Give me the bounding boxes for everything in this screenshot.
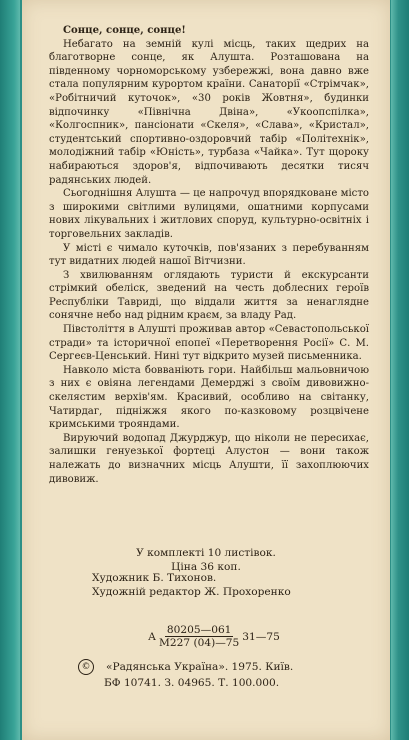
set-info — [22, 547, 390, 574]
cover-edge-left — [0, 0, 20, 740]
postcard-back — [22, 0, 390, 740]
heading: Сонце, сонце, сонце! — [63, 25, 186, 36]
description-text — [49, 24, 369, 486]
publisher-line: «Радянська Україна». 1975. Київ. — [106, 661, 294, 673]
code-denominator: М227 (04)—75 — [159, 637, 240, 649]
paragraph-places: У місті є чимало куточків, пов'язаних з перебуванням тут видатних людей нашої Вітчизни. — [49, 242, 369, 268]
paragraph-mountains: Навколо міста бовваніють гори. Найбільш мальовничою з них є овіяна легендами Демерджі з своїм дивовижно-скелястим верхів'ям. Красивий, особливо на світанку, Чатирдаг, підніжжя якого по-казковому розцвічене кримськими трояндами. — [49, 364, 369, 431]
paragraph-writer: Півстоліття в Алушті проживав автор «Севастопольської стради» та історичної епопеї «Перетворення Росії» С. М. Сергеєв-Ценський. Нині тут відкрито музей письменника. — [49, 324, 369, 363]
editor-line: Художній редактор Ж. Прохоренко — [92, 585, 291, 598]
code-fraction — [159, 624, 239, 649]
publisher-info — [78, 659, 293, 675]
artist-line: Художник Б. Тихонов. — [92, 572, 217, 584]
catalog-code — [148, 624, 280, 649]
credits — [92, 572, 392, 599]
code-suffix: 31—75 — [242, 630, 280, 643]
order-line: БФ 10741. З. 04965. Т. 100.000. — [104, 677, 280, 689]
paragraph-waterfall: Вируючий водопад Джурджур, що ніколи не пересихає, залишки генуезької фортеці Алустон — вони також належать до визначних місць Алушти, її захоплюючих дивовиж. — [49, 432, 369, 485]
paragraph-city: Сьогоднішня Алушта — це напрочуд впорядковане місто з широкими світлими вулицями, ошатними корпусами нових лікувальних і житлових споруд, культурно-освітніх і торговельних закладів. — [49, 188, 369, 240]
paragraph-resorts: Небагато на земній кулі місць, таких щедрих на благотворне сонце, як Алушта. Розташована на південному чорноморському узбережжі, вона давно вже стала популярним курортом країни. Санаторії «Стрімчак», «Робітничий куточок», «30 років Жовтня», будинки відпочинку «Північна Двіна», «Укоопспілка», «Колгоспник», пансіонати «Скеля», «Слава», «Кристал», студентський спортивно-оздоровчий табір «Політехнік», молодіжний табір «Юність», турбаза «Чайка». Тут щороку набираються здоров'я, відпочивають десятки тисяч радянських людей. — [49, 38, 369, 186]
copyright-icon: © — [78, 659, 94, 675]
price-line: Ціна 36 коп. — [171, 560, 241, 573]
code-prefix: А — [148, 630, 157, 643]
cover-edge-right — [391, 0, 409, 740]
code-numerator: 80205—061 — [166, 624, 232, 636]
paragraph-obelisk: З хвилюванням оглядають туристи й екскурсанти стрімкий обеліск, зведений на честь доблесних героїв Республіки Тавриді, що віддали життя за ненаглядне сонячне небо над рідним краєм, за владу Рад. — [49, 269, 369, 322]
set-line: У комплекті 10 листівок. — [136, 547, 276, 559]
